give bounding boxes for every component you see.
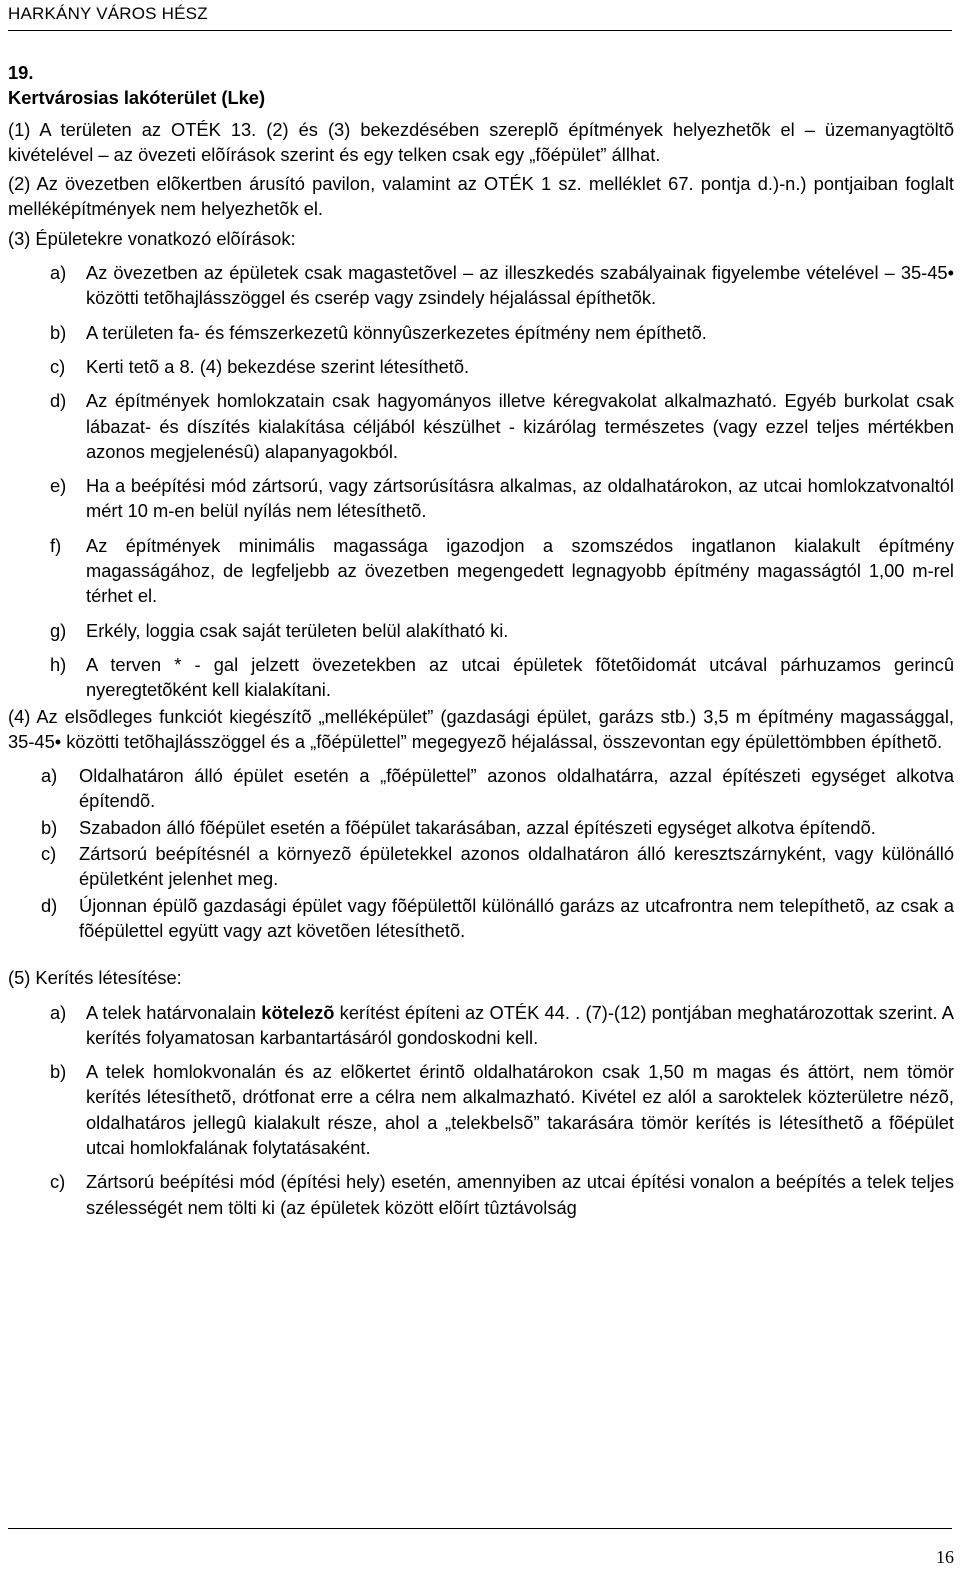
list-item-label: b) xyxy=(50,1061,67,1083)
list-item-label: a) xyxy=(50,262,67,284)
list-item-text: Az övezetben az épületek csak magastetõvel – az illeszkedés szabályainak figyelembe vételével – 35-45• közötti tetõhajlásszöggel és cserép vagy zsindely héjalással építhetõk. xyxy=(86,262,954,309)
list-item-text: Újonnan épülõ gazdasági épület vagy fõépülettõl különálló garázs az utcafrontra nem telepíthetõ, az csak a fõépülettel együtt vagy azt követõen létesíthetõ. xyxy=(79,894,954,941)
paragraph-3: (3) Épületekre vonatkozó elõírások: xyxy=(8,227,296,249)
list-item-text: Az építmények homlokzatain csak hagyományos illetve kéregvakolat alkalmazható. Egyéb burkolat csak lábazat- és díszítés kialakítása céljából készülhet - kizárólag természetes (vagy ezzel teljes mértékben azonos megjelenésû) alapanyagokból. xyxy=(86,390,954,462)
list-item xyxy=(41,893,954,944)
list-item-label: c) xyxy=(50,1171,66,1193)
header-rule xyxy=(8,30,952,31)
paragraph-4: (4) Az elsõdleges funkciót kiegészítõ „melléképület” (gazdasági épület, garázs stb.) 3,5 m építmény magassággal, 35-45• közötti tetõhajlásszöggel és a „fõépülettel” megegyezõ héjalással, összevontan egy épülettömbben építhetõ. xyxy=(8,705,954,752)
list-item-text: Oldalhatáron álló épület esetén a „fõépülettel” azonos oldalhatárra, azzal építészeti egységet alkotva építendõ. xyxy=(79,765,954,812)
list-item xyxy=(50,388,954,464)
running-header: HARKÁNY VÁROS HÉSZ xyxy=(8,4,208,23)
list-item xyxy=(41,841,954,892)
list-item-label: c) xyxy=(50,355,66,377)
list-item-label: g) xyxy=(50,619,67,641)
outbuilding-rules-list xyxy=(8,763,954,943)
list-item xyxy=(41,815,954,840)
list-item-text-start: A telek határvonalain xyxy=(86,1001,262,1023)
building-rules-list xyxy=(8,260,954,702)
list-item-text: Erkély, loggia csak saját területen belül alakítható ki. xyxy=(86,619,509,641)
list-item-text: A területen fa- és fémszerkezetû könnyûszerkezetes építmény nem építhetõ. xyxy=(86,321,707,343)
list-item-text: Kerti tetõ a 8. (4) bekezdése szerint létesíthetõ. xyxy=(86,355,470,377)
list-item-label: f) xyxy=(50,534,62,556)
list-item-label: b) xyxy=(50,321,67,343)
list-item-text: A terven * - gal jelzett övezetekben az utcai épületek fõtetõidomát utcával párhuzamos gerincû nyeregtetõként kell kialakítani. xyxy=(86,653,954,701)
list-item-text: Szabadon álló fõépület esetén a fõépület takarásában, azzal építészeti egységet alkotva építendõ. xyxy=(79,816,876,838)
list-item-text: Zártsorú beépítésnél a környezõ épületekkel azonos oldalhatáron álló keresztszárnyként, vagy különálló épületként jelenhet meg. xyxy=(79,843,954,890)
list-item-text: A telek homlokvonalán és az elõkertet érintõ oldalhatárokon csak 1,50 m magas és áttört, nem tömör kerítés létesíthetõ, drótfonat erre a célra nem alkalmazható. Kivétel ez alól a saroktelek közterületre nézõ, oldalhatáros jellegû kialakult része, ahol a „telekbelsõ” takarására tömör kerítés is létesíthetõ a fõépület utcai homlokfalának folytatásaként. xyxy=(86,1061,954,1158)
list-item xyxy=(50,1000,954,1051)
emphasis-mandatory: kötelezõ xyxy=(261,1001,335,1023)
list-item xyxy=(50,320,954,345)
list-item-label: c) xyxy=(41,843,57,865)
paragraph-5: (5) Kerítés létesítése: xyxy=(8,967,182,989)
list-item-label: d) xyxy=(50,390,67,412)
list-item-label: a) xyxy=(50,1001,67,1023)
list-item-text: Zártsorú beépítési mód (építési hely) esetén, amennyiben az utcai építési vonalon a beépítés a telek teljes szélességét nem tölti ki (az épületek között elõírt tûztávolság xyxy=(86,1171,954,1218)
page-number: 16 xyxy=(936,1547,954,1567)
list-item xyxy=(50,473,954,524)
list-item xyxy=(50,354,954,379)
section-title: Kertvárosias lakóterület (Lke) xyxy=(8,87,266,109)
list-item-text: Az építmények minimális magassága igazodjon a szomszédos ingatlanon kialakult építmény magasságához, de legfeljebb az övezetben megengedett legnagyobb építmény magasságtól 1,00 m-rel térhet el. xyxy=(86,534,954,607)
fence-rules-list xyxy=(8,1000,954,1220)
paragraph-1: (1) A területen az OTÉK 13. (2) és (3) bekezdésében szereplõ építmények helyezhetõk el – üzemanyagtöltõ kivételével – az övezeti elõírások szerint és egy telken csak egy „fõépület” állhat. xyxy=(8,118,954,165)
list-item xyxy=(50,533,954,609)
section-number: 19. xyxy=(8,62,34,83)
list-item-label: e) xyxy=(50,475,67,497)
list-item xyxy=(50,618,954,643)
list-item xyxy=(50,260,954,311)
list-item-label: h) xyxy=(50,653,67,675)
list-item xyxy=(50,1059,954,1160)
list-item-text xyxy=(86,1000,954,1051)
document-body xyxy=(8,60,954,1229)
list-item xyxy=(50,1169,954,1220)
footer-rule xyxy=(8,1528,952,1529)
list-item-label: d) xyxy=(41,894,58,916)
list-item xyxy=(41,763,954,814)
paragraph-2: (2) Az övezetben elõkertben árusító pavilon, valamint az OTÉK 1 sz. melléklet 67. pontja d.)-n.) pontjaiban foglalt melléképítmények nem helyezhetõk el. xyxy=(8,173,954,220)
list-item-text: Ha a beépítési mód zártsorú, vagy zártsorúsításra alkalmas, az oldalhatárokon, az utcai homlokzatvonaltól mért 10 m-en belül nyílás nem létesíthetõ. xyxy=(86,475,954,522)
list-item-label: a) xyxy=(41,765,58,787)
list-item xyxy=(50,652,954,703)
list-item-text-end: kerítést építeni az OTÉK 44. . (7)-(12) pontjában meghatározottak szerint. A kerítés folyamatosan karbantartásáról gondoskodni kell. xyxy=(86,1001,954,1048)
list-item-label: b) xyxy=(41,816,58,838)
